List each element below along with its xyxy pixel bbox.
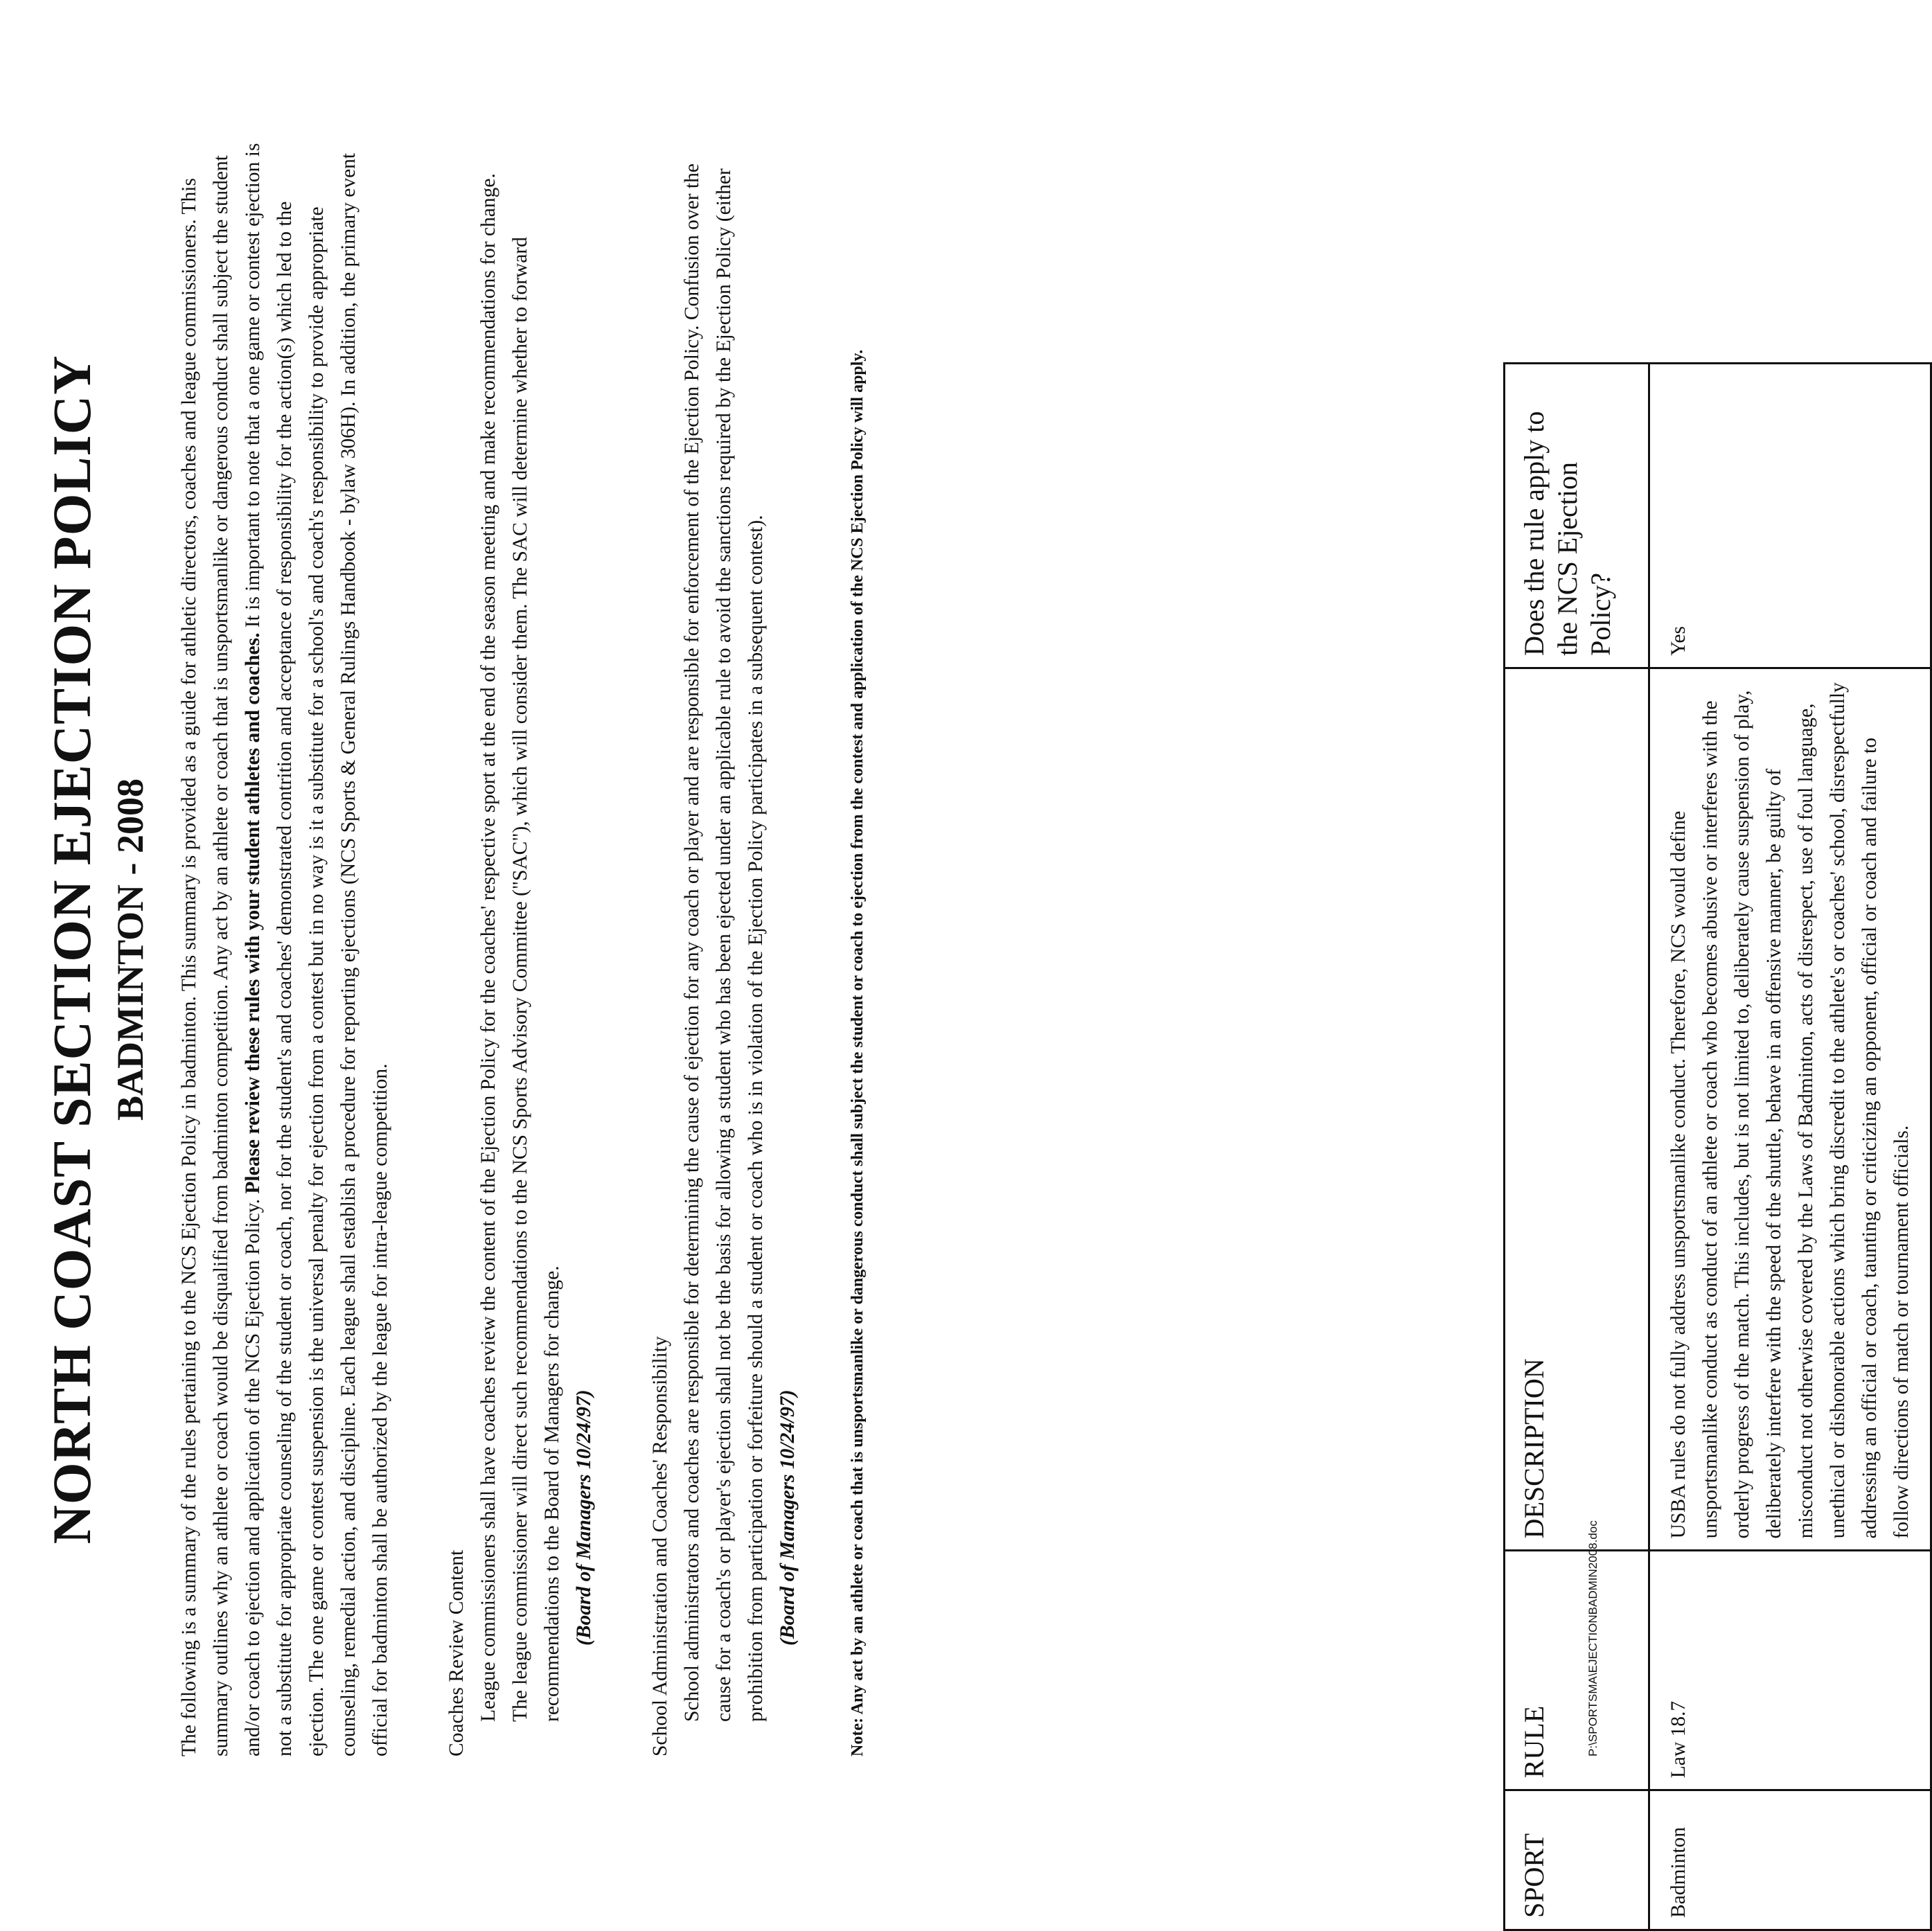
header-sport: SPORT [1505,1790,1649,1930]
section-citation: (Board of Managers 10/24/97) [777,1389,799,1646]
section-body-coaches-review [472,143,600,1722]
section-heading-school-responsibility: School Administration and Coaches' Responsibility [649,1336,671,1756]
ejection-note: Note: Any act by an athlete or coach that is unsportsmanlike or dangerous conduct shall subject the student or coach to ejection from the contest and application of the NCS Ejection Policy will apply. [849,349,867,1756]
header-rule: RULE [1505,1551,1649,1790]
page-title: NORTH COAST SECTION EJECTION POLICY [42,355,102,1545]
section-citation: (Board of Managers 10/24/97) [573,1389,595,1646]
file-path-footer: P:\SPORTSMA\EJECTIONBADMIN2008.doc [1586,1520,1599,1756]
table-header-row [1505,364,1649,1930]
section-body-school-responsibility [676,143,804,1722]
table-row [1649,364,1931,1930]
section-heading-coaches-review: Coaches Review Content [445,1549,468,1756]
cell-description: USBA rules do not fully address unsportsmanlike conduct. Therefore, NCS would define unsportsmanlike conduct as conduct of an athlete or coach who becomes abusive or interferes with the orderly progress of the match. This includes, but is not limited to, deliberately cause suspension of play, deliberately interfere with the speed of the shuttle, behave in an offensive manner, be guilty of misconduct not otherwise covered by the Laws of Badminton, acts of disrespect, use of foul language, unethical or dishonorable actions which bring discredit to the athlete's or coaches' school, disrespectfully addressing an official or coach, taunting or criticizing an opponent, official or coach and failure to follow directions of match or tournament officials. [1649,668,1931,1550]
section-text: League commissioners shall have coaches review the content of the Ejection Policy for the coaches' respective sport at the end of the season meeting and make recommendations for change. The league commissioner will direct such recommendations to the NCS Sports Advisory Committee ("SAC"), which will consider them. The SAC will determine whether to forward recommendations to the Board of Managers for change. [477,173,563,1722]
header-description: DESCRIPTION [1505,668,1649,1550]
section-text: School administrators and coaches are responsible for determining the cause of ejection for any coach or player and are responsible for enforcement of the Ejection Policy. Confusion over the cause for a coach's or player's ejection shall not be the basis for allowing a student who has been ejected under an applicable rule to avoid the sanctions required by the Ejection Policy (either prohibition from participation or forfeiture should a student or coach who is in violation of the Ejection Policy participates in a subsequent contest). [681,163,767,1722]
intro-paragraph [173,143,396,1756]
cell-applies: Yes [1649,364,1931,668]
cell-rule: Law 18.7 [1649,1551,1931,1790]
intro-bold-callout: Please review these rules with your student athletes and coaches. [242,632,264,1194]
header-applies: Does the rule apply to the NCS Ejection Policy? [1505,364,1649,668]
document-body [39,143,870,1756]
rules-table [1503,362,1932,1931]
intro-text-2: It is important to note that a one game or contest ejection is not a substitute for appropriate counseling of the student or coach, nor for the student's and coaches' demonstrated contrition and acceptance of responsibility for the action(s) which led to the ejection. The one game or contest suspension is the universal penalty for ejection from a contest but in no way is it a substitute for a school's and coach's responsibility to provide appropriate counseling, remedial action, and discipline. Each league shall establish a procedure for reporting ejections (NCS Sports & General Rulings Handbook - bylaw 306H). In addition, the primary event official for badminton shall be authorized by the league for intra-league competition. [242,143,391,1756]
cell-sport: Badminton [1649,1790,1931,1930]
intro-text-1: The following is a summary of the rules pertaining to the NCS Ejection Policy in badminton. This summary is provided as a guide for athletic directors, coaches and league commissioners. This summary outlines why an athlete or coach would be disqualified from badminton competition. Any act by an athlete or coach that is unsportsmanlike or dangerous conduct shall subject the student and/or coach to ejection and application of the NCS Ejection Policy. [178,155,264,1756]
page-subtitle: BADMINTON - 2008 [109,778,151,1121]
